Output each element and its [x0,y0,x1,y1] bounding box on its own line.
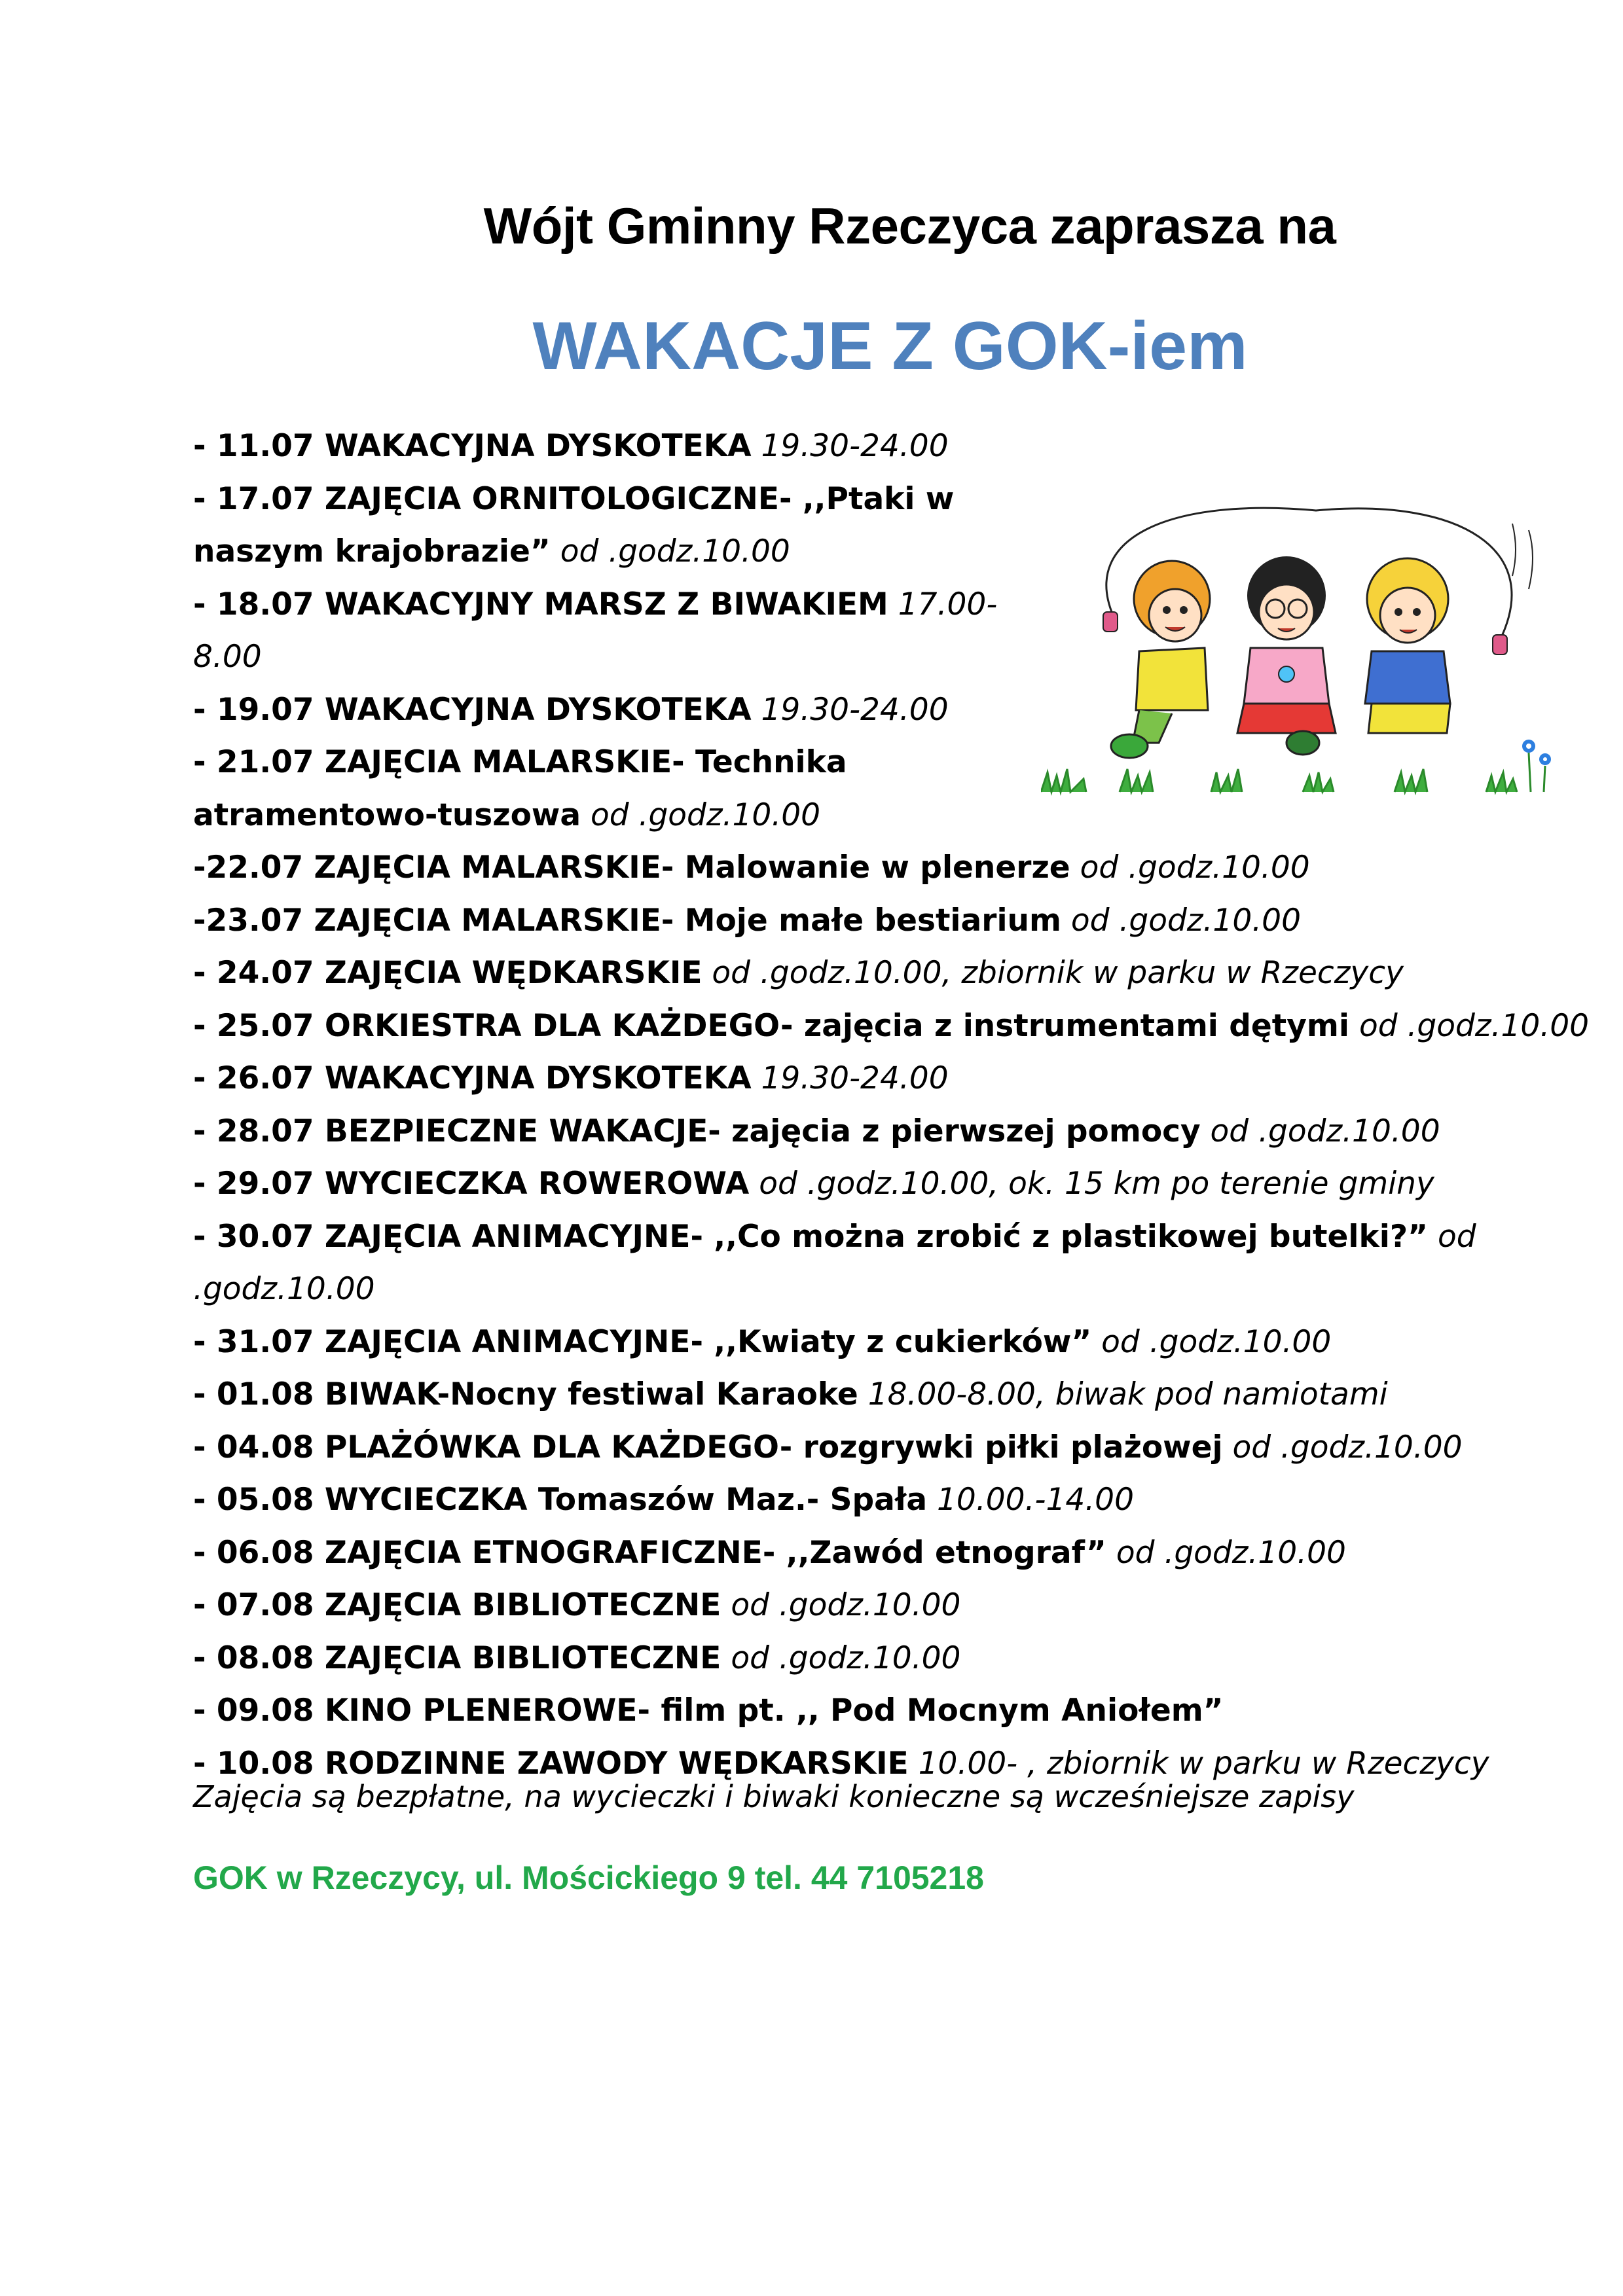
event-title: - 31.07 ZAJĘCIA ANIMACYJNE- ,,Kwiaty z cukierków” [193,1323,1092,1360]
list-item [193,842,1568,895]
list-item [193,1158,1568,1211]
event-details: od .godz.10.00 [1061,902,1301,939]
list-item [193,1632,1568,1685]
event-title: - 25.07 ORKIESTRA DLA KAŻDEGO- zajęcia z instrumentami dętymi [193,1007,1349,1044]
event-title: - 09.08 KINO PLENEROWE- film pt. ,, Pod Mocnym Aniołem” [193,1693,1224,1729]
event-details: od .godz.10.00 [721,1640,961,1676]
event-details: 19.30-24.00 [751,691,949,728]
event-title: - 17.07 ZAJĘCIA ORNITOLOGICZNE- ,,Ptaki w [193,480,955,517]
list-item [193,947,1568,1000]
event-details: od [1428,1218,1476,1255]
list-item [193,1316,1568,1369]
children-jump-rope-illustration-icon [1041,484,1578,825]
list-item [193,1527,1568,1580]
list-item [193,1474,1568,1527]
event-details: od .godz.10.00 [581,797,821,833]
event-title: - 21.07 ZAJĘCIA MALARSKIE- Technika [193,744,847,780]
list-item [193,1579,1568,1632]
event-details: 8.00 [193,639,262,675]
list-item [193,895,1568,948]
event-title: - 07.08 ZAJĘCIA BIBLIOTECZNE [193,1587,721,1623]
event-details: od .godz.10.00 [550,533,790,569]
event-details: od .godz.10.00 [1091,1323,1332,1360]
event-details: od .godz.10.00 [1106,1534,1346,1571]
list-item [193,1422,1568,1475]
list-item [193,1000,1589,1053]
event-title: - 04.08 PLAŻÓWKA DLA KAŻDEGO- rozgrywki piłki plażowej [193,1429,1223,1465]
event-title: - 08.08 ZAJĘCIA BIBLIOTECZNE [193,1640,721,1676]
list-item [193,420,1568,473]
list-item [193,1211,1568,1264]
event-details: od .godz.10.00 [1200,1113,1440,1149]
event-title: - 26.07 WAKACYJNA DYSKOTEKA [193,1060,752,1096]
event-title: naszym krajobrazie” [193,533,551,569]
invitation-heading: Wójt Gminny Rzeczyca zaprasza na [483,197,1336,255]
event-title: - 10.08 RODZINNE ZAWODY WĘDKARSKIE [193,1745,909,1782]
event-title: -22.07 ZAJĘCIA MALARSKIE- Malowanie w plenerze [193,850,1070,886]
event-details: .godz.10.00 [193,1271,375,1307]
event-details: 17.00- [888,586,998,622]
info-note: Zajęcia są bezpłatne, na wycieczki i biwaki konieczne są wcześniejsze zapisy [193,1779,1355,1814]
event-details: 19.30-24.00 [751,1060,949,1096]
event-title: - 19.07 WAKACYJNA DYSKOTEKA [193,691,752,728]
list-item [193,1052,1568,1105]
event-details: 10.00- , zbiornik w parku w Rzeczycy [908,1745,1489,1782]
event-title: - 29.07 WYCIECZKA ROWEROWA [193,1166,750,1202]
event-details: od .godz.10.00 [1222,1429,1463,1465]
event-title: - 30.07 ZAJĘCIA ANIMACYJNE- ,,Co można zrobić z plastikowej butelki?” [193,1218,1429,1255]
event-title: - 18.07 WAKACYJNY MARSZ Z BIWAKIEM [193,586,888,622]
event-title: - 11.07 WAKACYJNA DYSKOTEKA [193,428,752,464]
event-details: od .godz.10.00 [1070,850,1310,886]
list-item [193,1369,1568,1422]
list-item [193,1105,1568,1158]
contact-footer: GOK w Rzeczycy, ul. Mościckiego 9 tel. 44 7105218 [193,1859,984,1896]
event-title: - 05.08 WYCIECZKA Tomaszów Maz.- Spała [193,1482,928,1518]
event-title: - 24.07 ZAJĘCIA WĘDKARSKIE [193,955,702,991]
event-details: od .godz.10.00, zbiornik w parku w Rzeczycy [702,955,1404,991]
list-item [193,1685,1568,1738]
list-item [193,1263,1568,1316]
event-title: -23.07 ZAJĘCIA MALARSKIE- Moje małe bestiarium [193,902,1061,939]
event-details: 10.00.-14.00 [927,1482,1134,1518]
event-title: - 06.08 ZAJĘCIA ETNOGRAFICZNE- ,,Zawód etnograf” [193,1534,1106,1571]
event-title: atramentowo-tuszowa [193,797,581,833]
event-details: od .godz.10.00 [1349,1007,1589,1044]
event-details: od .godz.10.00, ok. 15 km po terenie gminy [749,1166,1434,1202]
event-details: 18.00-8.00, biwak pod namiotami [858,1376,1388,1412]
page-title: WAKACJE Z GOK-iem [532,308,1248,384]
event-title: - 28.07 BEZPIECZNE WAKACJE- zajęcia z pierwszej pomocy [193,1113,1201,1149]
event-details: 19.30-24.00 [751,428,949,464]
event-details: od .godz.10.00 [721,1587,961,1623]
event-title: - 01.08 BIWAK-Nocny festiwal Karaoke [193,1376,858,1412]
